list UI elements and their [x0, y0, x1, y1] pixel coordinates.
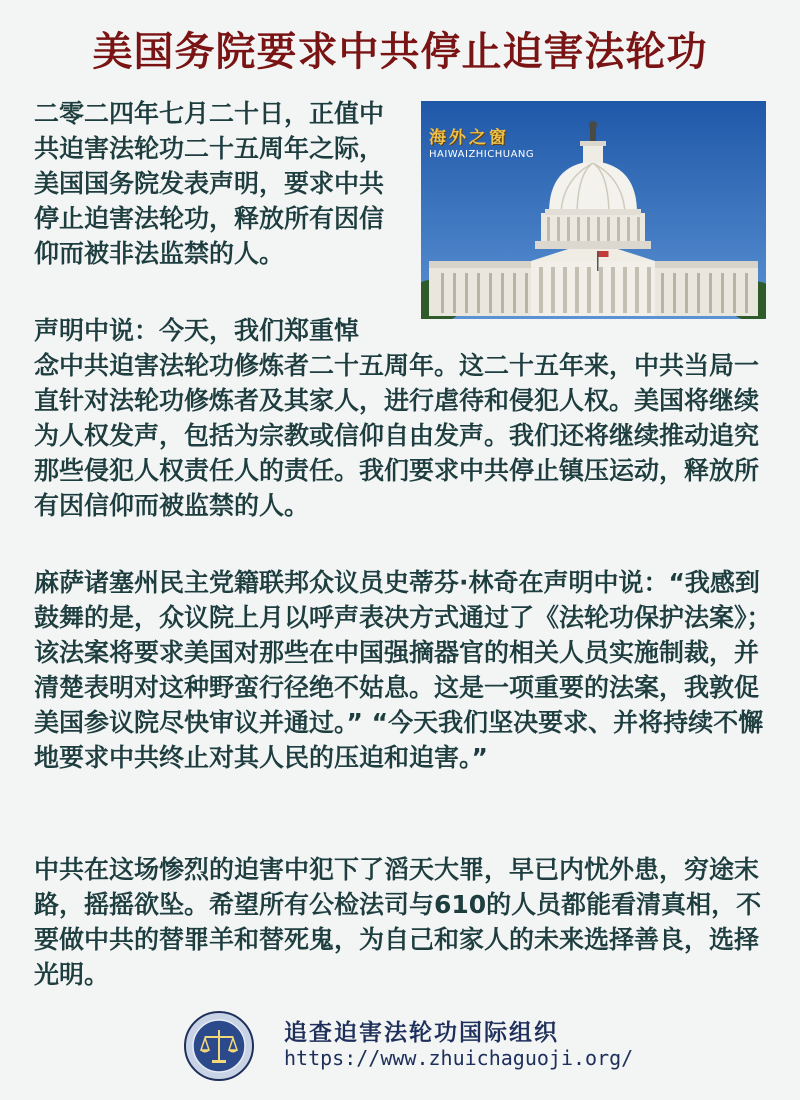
- statement-paragraph-continued: 念中共迫害法轮功修炼者二十五周年。这二十五年来，中共当局一直针对法轮功修炼者及其家人，进行虐待和侵犯人权。美国将继续为人权发声，包括为宗教或信仰自由发声。我们还将继续推动追究那些侵犯人权责任人的责任。我们要求中共停止镇压运动，释放所有因信仰而被监禁的人。: [34, 351, 760, 520]
- watermark-logo-text: 海外之窗: [429, 128, 509, 148]
- closing-paragraph: 中共在这场惨烈的迫害中犯下了滔天大罪，早已内忧外患，穷途末路，摇摇欲坠。希望所有公检法司与610的人员都能看清真相，不要做中共的替罪羊和替死鬼，为自己和家人的未来选择善良，选择光明。: [34, 855, 762, 989]
- congressman-quote-paragraph: 麻萨诸塞州民主党籍联邦众议员史蒂芬·林奇在声明中说：“我感到鼓舞的是，众议院上月以呼声表决方式通过了《法轮功保护法案》；该法案将要求美国对那些在中国强摘器官的相关人员实施制裁，并清楚表明对这种野蛮行径绝不姑息。这是一项重要的法案，我敦促美国参议院尽快审议并通过。” “今天我们坚决要求、并将持续不懈地要求中共终止对其人民的压迫和迫害。”: [34, 568, 772, 772]
- intro-paragraph: 二零二四年七月二十日，正值中共迫害法轮功二十五周年之际，美国国务院发表声明，要求中共停止迫害法轮功，释放所有因信仰而被非法监禁的人。: [34, 99, 385, 268]
- organization-name: 追查迫害法轮功国际组织: [284, 1019, 559, 1046]
- organization-seal-icon: [183, 1010, 255, 1082]
- watermark-subtitle: HAIWAIZHICHUANG: [429, 149, 535, 160]
- statement-paragraph-start: 声明中说：今天，我们郑重悼: [34, 316, 360, 345]
- organization-url[interactable]: https://www.zhuichaguoji.org/: [284, 1046, 634, 1070]
- capitol-photo: [421, 101, 766, 319]
- page-title: 美国务院要求中共停止迫害法轮功: [92, 29, 708, 75]
